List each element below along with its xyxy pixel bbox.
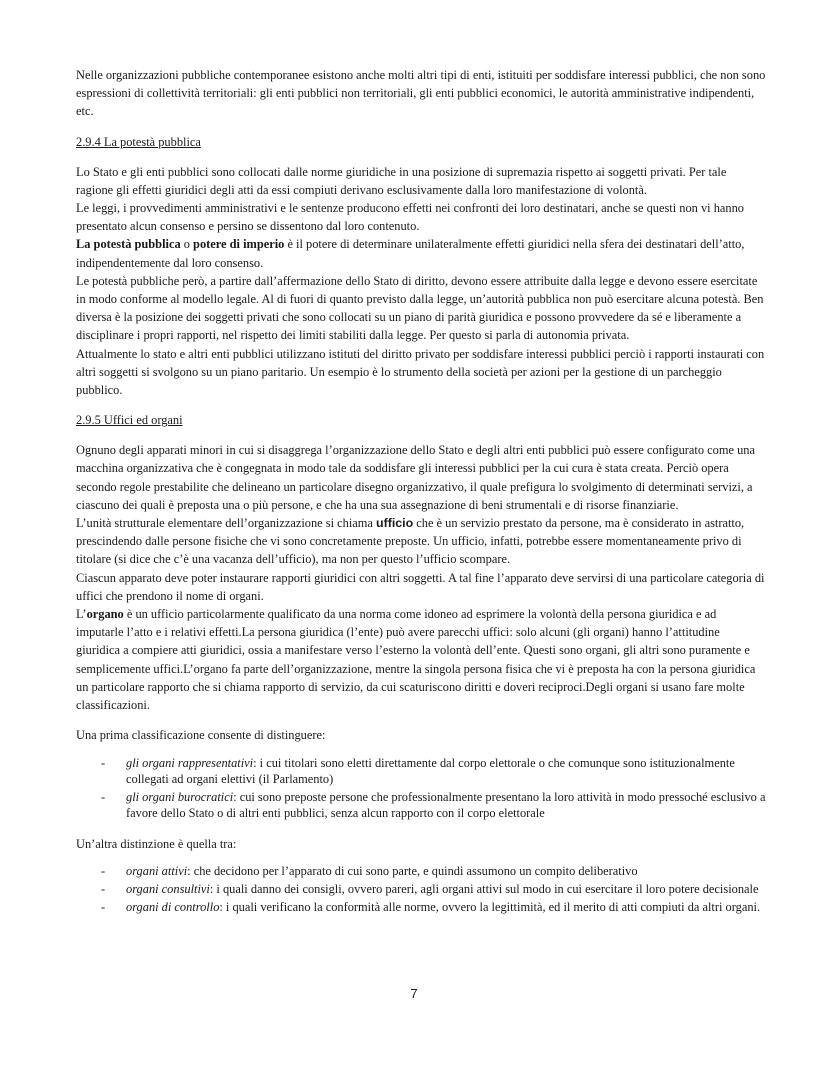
paragraph: Le leggi, i provvedimenti amministrativi e le sentenze producono effetti nei confronti dei loro destinatari, anche se questi non vi hanno presentato alcun consenso e persino se dissentono dal loro contenuto. [76,201,744,234]
paragraph: La potestà pubblica o potere di imperio è il potere di determinare unilateralmente effetti giuridici nella sfera dei destinatari dell’atto, indipendentemente dal loro consenso. [76,237,745,270]
intro-paragraph: Nelle organizzazioni pubbliche contemporanee esistono anche molti altri tipi di enti, istituiti per soddisfare interessi pubblici, che non sono espressioni di collettività territoriali: gli enti pubblici non territoriali, gli enti pubblici economici, le autorità amministrative indipendenti, etc. [76,68,766,119]
paragraph: Un’altra distinzione è quella tra: [76,836,237,851]
dash-bullet: - [101,863,106,878]
paragraph: Lo Stato e gli enti pubblici sono collocati dalle norme giuridiche in una posizione di supremazia rispetto ai soggetti privati. Per tale ragione gli effetti giuridici degli atti da essi compiuti derivano esclusivamente dalla loro manifestazione di volontà. [76,164,727,197]
bullet-list [76,863,766,915]
page-number: 7 [410,986,418,1001]
list-item: - organi attivi: che decidono per l’apparato di cui sono parte, e quindi assumono un compito deliberativo [101,863,638,878]
bold-term: La potestà pubblica [76,237,181,252]
italic-term: organi di controllo [126,899,220,914]
list-item: - gli organi burocratici: cui sono preposte persone che professionalmente presentano la loro attività in modo pressoché esclusivo a favore dello Stato o di altri enti pubblici, senza alcun rapporto con il corpo elettorale [101,789,766,820]
section-heading-2-9-5: 2.9.5 Uffici ed organi [76,413,183,428]
list-item: - organi consultivi: i quali danno dei consigli, ovvero pareri, agli organi attivi sul modo in cui esercitare il loro potere decisionale [101,881,759,896]
dash-bullet: - [101,755,106,770]
paragraph: Le potestà pubbliche però, a partire dall’affermazione dello Stato di diritto, devono essere attribuite dalla legge e devono essere esercitate in modo conforme al modello legale. Al di fuori di quanto previsto dalla legge, un’autorità pubblica non può esercitare alcuna potestà. Ben diversa è la posizione dei soggetti privati che sono collocati su un piano di parità giuridica e possono provvedere da sé e liberamente a disciplinare i propri rapporti, nel rispetto dei limiti stabiliti dalla legge. Per questo si parla di autonomia privata. [76,273,764,343]
document-page [76,66,766,917]
paragraph: L’unità strutturale elementare dell’organizzazione si chiama ufficio che è un servizio prestato da persone, ma è considerato in astratto, prescindendo dalle persone fisiche che vi sono concretamente preposte. Un ufficio, infatti, potrebbe essere momentaneamente privo di titolare (si dice che c’è una vacanza dell’ufficio), ma non per questo l’ufficio scompare. [76,516,745,567]
bold-term: potere di imperio [193,237,285,252]
list-item: - organi di controllo: i quali verificano la conformità alle norme, ovvero la legittimità, ed il merito di atti compiuti da altri organi. [101,899,761,914]
italic-term: gli organi burocratici [126,789,234,804]
dash-bullet: - [101,899,106,914]
bullet-list [76,755,766,821]
bold-term: ufficio [376,516,414,531]
italic-term: gli organi rappresentativi [126,755,254,770]
italic-term: organi attivi [126,863,188,878]
paragraph: Una prima classificazione consente di distinguere: [76,728,326,743]
paragraph: Attualmente lo stato e altri enti pubblici utilizzano istituti del diritto privato per soddisfare interessi pubblici perciò i rapporti instaurati con altri soggetti si svolgono su un piano paritario. Un esempio è lo strumento della società per azioni per la gestione di un parcheggio pubblico. [76,346,765,398]
dash-bullet: - [101,881,106,896]
italic-term: organi consultivi [126,881,210,896]
paragraph: Ciascun apparato deve poter instaurare rapporti giuridici con altri soggetti. A tal fine l’apparato deve servirsi di una particolare categoria di uffici che prendono il nome di organi. [76,570,765,603]
section-heading-2-9-4: 2.9.4 La potestà pubblica [76,134,201,149]
paragraph: Ognuno degli apparati minori in cui si disaggrega l’organizzazione dello Stato e degli altri enti pubblici può essere configurato come una macchina organizzativa che è congegnata in modo tale da soddisfare gli interessi pubblici per la cui cura è stata creata. Perciò opera secondo regole prestabilite che delineano un particolare disegno organizzativo, il quale prefigura lo svolgimento di determinati servizi, a ciascuno dei quali è preposta una o più persone, e che ha una sua assegnazione di beni strumentali e di risorse finanziarie. [76,443,755,512]
bold-term: organo [86,607,124,622]
paragraph: L’organo è un ufficio particolarmente qualificato da una norma come idoneo ad esprimere la volontà della persona giuridica e ad imputarle l’atto e i relativi effetti.La persona giuridica (l’ente) può avere parecchi uffici: solo alcuni (gli organi) hanno l’attitudine giuridica a compiere atti giuridici, ossia a manifestare verso l’esterno la volontà dell’ente. Questi sono organi, gli altri sono puramente e semplicemente uffici.L’organo fa parte dell’organizzazione, mentre la singola persona fisica che vi è preposta ha con la persona giuridica un particolare rapporto che si chiama rapporto di servizio, da cui scaturiscono diritti e doveri reciproci.Degli organi si usano fare molte classificazioni. [76,607,756,713]
dash-bullet: - [101,789,106,804]
list-item: - gli organi rappresentativi: i cui titolari sono eletti direttamente dal corpo elettorale o che comunque sono istituzionalmente collegati ad organi elettivi (il Parlamento) [101,755,735,786]
